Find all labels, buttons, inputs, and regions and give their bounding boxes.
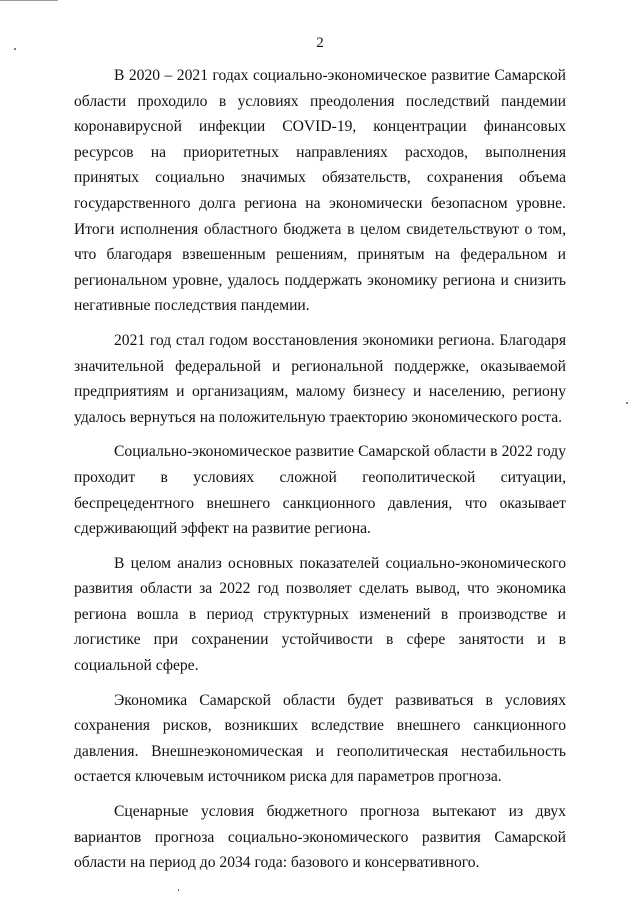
scan-speck <box>626 402 628 404</box>
scan-speck <box>178 889 179 891</box>
paragraph: В 2020 – 2021 годах социально-экономическое развитие Самарской области проходило в условиях преодоления последствий пандемии коронавирусной инфекции COVID-19, концентрации финансовых ресурсов на приоритетных направлениях расходов, выполнения принятых социально значимых обязательств, сохранения объема государственного долга региона на экономически безопасном уровне. Итоги исполнения областного бюджета в целом свидетельствуют о том, что благодаря взвешенным решениям, принятым на федеральном и региональном уровне, удалось поддержать экономику региона и снизить негативные последствия пандемии. <box>74 67 566 315</box>
document-body <box>74 63 566 885</box>
scan-edge-line <box>0 0 58 1</box>
paragraph: Сценарные условия бюджетного прогноза вытекают из двух вариантов прогноза социально-экономического развития Самарской области на период до 2034 года: базового и консервативного. <box>74 803 566 872</box>
paragraph: 2021 год стал годом восстановления экономики региона. Благодаря значительной федеральной и региональной поддержке, оказываемой предприятиям и организациям, малому бизнесу и населению, региону удалось вернуться на положительную траекторию экономического роста. <box>74 331 566 426</box>
paragraph: В целом анализ основных показателей социально-экономического развития области за 2022 год позволяет сделать вывод, что экономика региона вошла в период структурных изменений в производстве и логистике при сохранении устойчивости в сфере занятости и в социальной сфере. <box>74 554 566 675</box>
paragraph: Социально-экономическое развитие Самарской области в 2022 году проходит в условиях сложной геополитической ситуации, беспрецедентного внешнего санкционного давления, что оказывает сдерживающий эффект на развитие региона. <box>74 443 566 538</box>
page-number: 2 <box>316 35 324 51</box>
paragraph: Экономика Самарской области будет развиваться в условиях сохранения рисков, возникших вследствие внешнего санкционного давления. Внешнеэкономическая и геополитическая нестабильность остается ключевым источником риска для параметров прогноза. <box>74 691 566 786</box>
